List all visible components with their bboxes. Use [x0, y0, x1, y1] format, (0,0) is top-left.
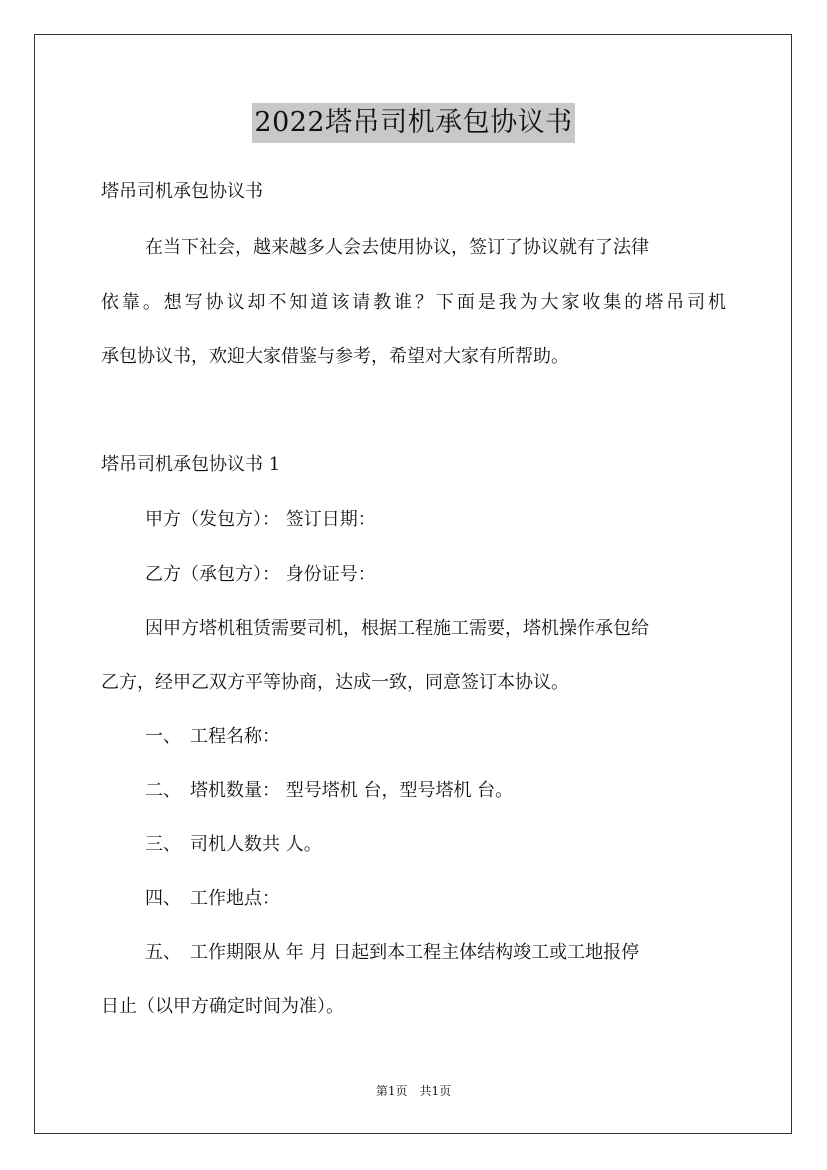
intro-paragraph-line-3: 承包协议书，欢迎大家借鉴与参考，希望对大家有所帮助。 [101, 346, 569, 367]
document-title: 2022塔吊司机承包协议书 [252, 103, 574, 143]
agreement-heading: 塔吊司机承包协议书 1 [101, 454, 281, 475]
page-footer: 第1页 共1页 [375, 1084, 452, 1098]
clause-work-period-line-2: 日止（以甲方确定时间为准）。 [101, 996, 344, 1017]
clause-project-name: 一、 工程名称： [145, 726, 280, 747]
party-b-line: 乙方（承包方）： 身份证号： [145, 564, 376, 585]
party-a-line: 甲方（发包方）： 签订日期： [145, 509, 376, 530]
title-container [0, 103, 827, 143]
intro-paragraph-line-2: 依靠。想写协议却不知道该请教谁？下面是我为大家收集的塔吊司机 [101, 292, 726, 313]
clause-driver-count: 三、 司机人数共 人。 [145, 834, 322, 855]
purpose-paragraph-line-1: 因甲方塔机租赁需要司机，根据工程施工需要，塔机操作承包给 [145, 618, 649, 639]
clause-crane-quantity: 二、 塔机数量： 型号塔机 台，型号塔机 台。 [145, 780, 514, 801]
clause-work-period-line-1: 五、 工作期限从 年 月 日起到本工程主体结构竣工或工地报停 [145, 942, 640, 963]
section-heading: 塔吊司机承包协议书 [101, 181, 263, 202]
intro-paragraph-line-1: 在当下社会，越来越多人会去使用协议，签订了协议就有了法律 [145, 237, 649, 258]
clause-work-location: 四、 工作地点： [145, 888, 280, 909]
purpose-paragraph-line-2: 乙方，经甲乙双方平等协商，达成一致，同意签订本协议。 [101, 672, 569, 693]
